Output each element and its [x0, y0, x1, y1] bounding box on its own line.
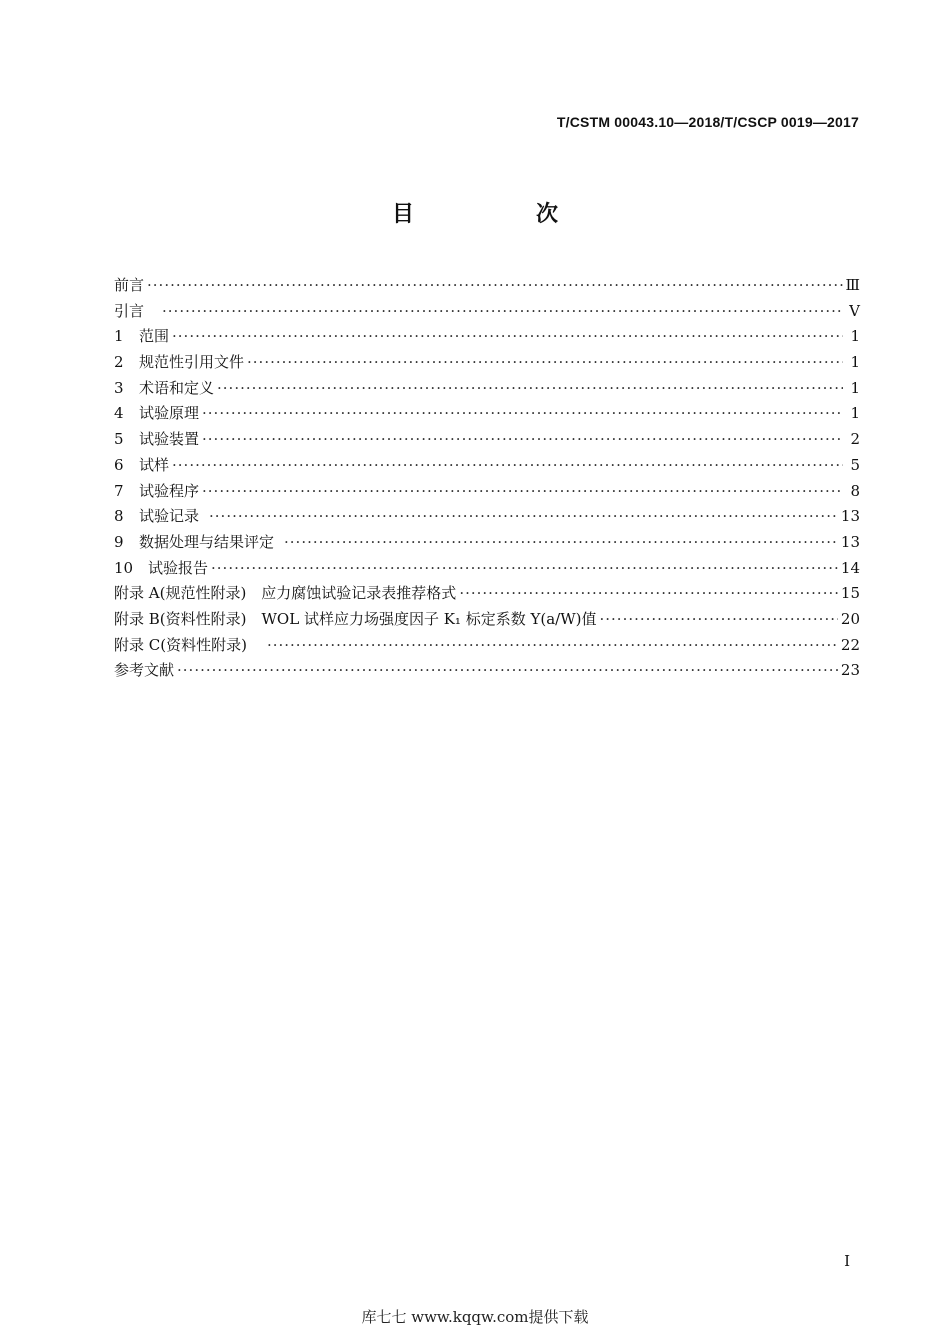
toc-leader-dots: [202, 479, 843, 505]
toc-entry-number: 6: [114, 455, 124, 474]
toc-entry-label: 范围: [139, 327, 170, 346]
toc-entry-label: 术语和定义: [139, 378, 215, 397]
toc-entry-label: 试验程序: [139, 481, 200, 500]
toc-entry-number: 5: [114, 430, 124, 449]
toc-entry-page: 8: [850, 481, 860, 500]
toc-entry-page: 23: [840, 661, 860, 680]
toc-entry-label: 规范性引用文件: [139, 353, 245, 372]
toc-leader-dots: [172, 453, 843, 479]
toc-entry[interactable]: [114, 427, 860, 453]
toc-leader-dots: [267, 633, 838, 659]
toc-entry-page: 5: [850, 455, 860, 474]
toc-entry[interactable]: [114, 299, 860, 325]
toc-leader-dots: [600, 607, 838, 633]
toc-leader-dots: [211, 556, 838, 582]
toc-leader-dots: [247, 350, 843, 376]
toc-entry[interactable]: [114, 401, 860, 427]
toc-entry[interactable]: [114, 658, 860, 684]
toc-entry-page: 1: [850, 404, 860, 423]
toc-title: 目 次: [391, 202, 608, 227]
toc-entry[interactable]: [114, 273, 860, 299]
toc-entry-number: 10: [114, 558, 134, 577]
toc-entry-page: 1: [850, 327, 860, 346]
toc-entry-number: 2: [114, 353, 124, 372]
toc-entry-page: 1: [850, 353, 860, 372]
toc-entry-number: 4: [114, 404, 124, 423]
toc-leader-dots: [202, 401, 843, 427]
toc-leader-dots: [202, 427, 843, 453]
toc-leader-dots: [162, 299, 843, 325]
toc-entry[interactable]: [114, 350, 860, 376]
toc-leader-dots: [209, 504, 838, 530]
toc-entry-number: 3: [114, 378, 124, 397]
toc-entry-page: 22: [840, 635, 860, 654]
toc-entry-label: 数据处理与结果评定: [139, 532, 275, 551]
toc-entry-page: Ⅲ: [845, 276, 860, 294]
toc-entry-label: 试验记录: [139, 507, 200, 526]
toc-entry-page: 2: [850, 430, 860, 449]
toc-entry-page: 20: [840, 609, 860, 628]
toc-leader-dots: [217, 376, 843, 402]
toc-leader-dots: [177, 658, 838, 684]
toc-entry-page: 1: [850, 378, 860, 397]
toc-entry-label: 附录 C(资料性附录): [114, 635, 247, 654]
toc-entry-number: 7: [114, 481, 124, 500]
download-watermark: 库七七 www.kqqw.com提供下载: [361, 1308, 589, 1326]
toc-entry-label: 参考文献: [114, 661, 175, 680]
toc-entry-label: 附录 B(资料性附录) WOL 试样应力场强度因子 K₁ 标定系数 Y(a/W)值: [114, 609, 597, 628]
standard-code-header: T/CSTM 00043.10—2018/T/CSCP 0019—2017: [556, 114, 859, 130]
toc-entry[interactable]: [114, 633, 860, 659]
toc-entry-number: 1: [114, 327, 124, 346]
toc-entry-label: 试验报告: [148, 558, 209, 577]
toc-leader-dots: [284, 530, 838, 556]
toc-entry-page: 15: [840, 584, 860, 603]
toc-entry-number: 9: [114, 532, 124, 551]
table-of-contents: [114, 273, 860, 684]
toc-entry-number: 8: [114, 507, 124, 526]
toc-entry[interactable]: [114, 530, 860, 556]
toc-entry[interactable]: [114, 376, 860, 402]
toc-leader-dots: [172, 324, 843, 350]
toc-leader-dots: [147, 273, 843, 299]
toc-entry[interactable]: [114, 556, 860, 582]
toc-entry[interactable]: [114, 324, 860, 350]
toc-entry-label: 引言: [114, 301, 145, 320]
toc-entry-label: 附录 A(规范性附录) 应力腐蚀试验记录表推荐格式: [114, 584, 457, 603]
page-number: I: [844, 1252, 850, 1270]
toc-entry[interactable]: [114, 581, 860, 607]
toc-entry-page: 14: [840, 558, 860, 577]
toc-entry[interactable]: [114, 607, 860, 633]
toc-entry-page: Ⅴ: [849, 301, 860, 320]
toc-entry[interactable]: [114, 504, 860, 530]
toc-entry-page: 13: [840, 507, 860, 526]
toc-entry[interactable]: [114, 453, 860, 479]
toc-entry-label: 试样: [139, 455, 170, 474]
toc-entry-page: 13: [840, 532, 860, 551]
toc-leader-dots: [459, 581, 838, 607]
toc-entry-label: 前言: [114, 276, 145, 294]
toc-entry-label: 试验原理: [139, 404, 200, 423]
toc-entry-label: 试验装置: [139, 430, 200, 449]
toc-entry[interactable]: [114, 479, 860, 505]
